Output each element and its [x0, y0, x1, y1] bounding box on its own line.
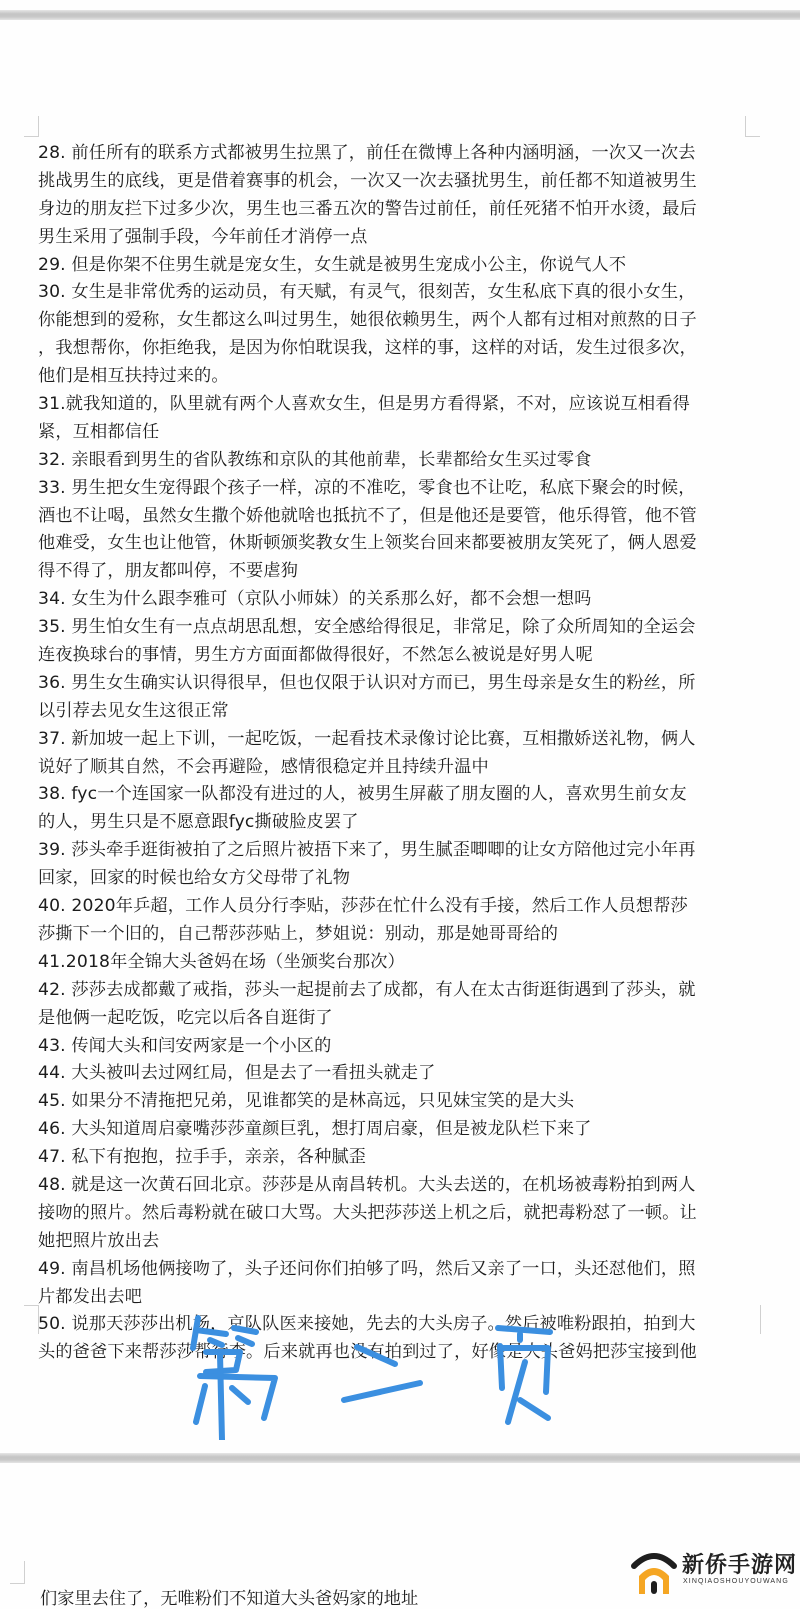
- text-line: 31.就我知道的，队里就有两个人喜欢女生，但是男方看得紧，不对，应该说互相看得: [38, 394, 690, 415]
- text-line: 莎撕下一个旧的，自己帮莎莎贴上，梦姐说：别动，那是她哥哥给的: [38, 923, 559, 944]
- text-line: 47. 私下有抱抱，拉手手，亲亲，各种腻歪: [38, 1147, 367, 1168]
- text-line: 36. 男生女生确实认识得很早，但也仅限于认识对方而已，男生母亲是女生的粉丝，所: [38, 672, 696, 693]
- text-line: ，我想帮你，你拒绝我，是因为你怕耽误我，这样的事，这样的对话，发生过很多次，: [38, 338, 697, 359]
- text-line: 接吻的照片。然后毒粉就在破口大骂。大头把莎莎送上机之后，就把毒粉怼了一顿。让: [38, 1202, 697, 1223]
- text-line: 38. fyc一个连国家一队都没有进过的人，被男生屏蔽了朋友圈的人，喜欢男生前女友: [38, 784, 687, 805]
- text-line: 男生采用了强制手段，今年前任才消停一点: [38, 226, 368, 247]
- watermark-title: 新侨手游网: [682, 1552, 798, 1578]
- watermark-logo: [630, 1548, 800, 1594]
- text-line: 39. 莎头牵手逛街被拍了之后照片被捂下来了，男生腻歪唧唧的让女方陪他过完小年再: [38, 840, 696, 861]
- text-line: 头的爸爸下来帮莎莎帮行李。后来就再也没有拍到过了，好像是大头爸妈把莎宝接到他: [38, 1342, 697, 1363]
- text-line: 她把照片放出去: [38, 1230, 160, 1251]
- text-line: 28. 前任所有的联系方式都被男生拉黑了，前任在微博上各种内涵明涵，一次又一次去: [38, 143, 696, 163]
- text-line: 挑战男生的底线，更是借着赛事的机会，一次又一次去骚扰男生，前任都不知道被男生: [38, 170, 697, 191]
- text-line: 身边的朋友拦下过多少次，男生也三番五次的警告过前任，前任死猪不怕开水烫，最后: [38, 198, 697, 219]
- house-logo-icon: [630, 1548, 678, 1594]
- handwritten-char-er: [344, 1347, 420, 1400]
- margin-corner-mark: [24, 116, 39, 137]
- watermark-subtitle: XINQIAOSHOUYOUWANG: [683, 1578, 789, 1585]
- text-line: 49. 南昌机场他俩接吻了，头子还问你们拍够了吗，然后又亲了一口，头还怼他们，照: [38, 1258, 696, 1279]
- page-separator-top: [0, 10, 800, 20]
- text-line: 回家，回家的时候也给女方父母带了礼物: [38, 868, 351, 889]
- text-line: 42. 莎莎去成都戴了戒指，莎头一起提前去了成都，有人在太古街逛街遇到了莎头，就: [38, 979, 696, 1000]
- text-line: 46. 大头知道周启豪嘴莎莎童颜巨乳，想打周启豪，但是被龙队栏下来了: [38, 1119, 592, 1140]
- text-line: 43. 传闻大头和闫安两家是一个小区的: [38, 1035, 332, 1056]
- text-line: 得不得了，朋友都叫停，不要虐狗: [38, 561, 299, 582]
- text-line: 片都发出去吧: [38, 1286, 143, 1307]
- text-line: 以引荐去见女生这很正常: [38, 700, 229, 721]
- text-line: 你能想到的爱称，女生都这么叫过男生，她很依赖男生，两个人都有过相对煎熬的日子: [38, 310, 697, 331]
- text-line: 44. 大头被叫去过网红局，但是去了一看扭头就走了: [38, 1063, 436, 1084]
- margin-corner-mark: [10, 1561, 25, 1584]
- page-separator-bottom: [0, 1453, 800, 1463]
- text-line: 的人，男生只是不愿意跟fyc撕破脸皮罢了: [38, 812, 359, 833]
- margin-corner-mark: [745, 116, 760, 137]
- text-line: 29. 但是你架不住男生就是宠女生，女生就是被男生宠成小公主，你说气人不: [38, 254, 627, 275]
- text-line: 说好了顺其自然，不会再避险，感情很稳定并且持续升温中: [38, 756, 489, 777]
- text-line: 50. 说那天莎莎出机场，京队队医来接她，先去的大头房子。然后被唯粉跟拍，拍到大: [38, 1314, 696, 1335]
- text-line: 33. 男生把女生宠得跟个孩子一样，凉的不准吃，零食也不让吃，私底下聚会的时候，: [38, 477, 696, 498]
- text-line: 32. 亲眼看到男生的省队教练和京队的其他前辈，长辈都给女生买过零食: [38, 449, 592, 470]
- document-body-text: [38, 140, 768, 1367]
- text-line: 连夜换球台的事情，男生方方面面都做得很好，不然怎么被说是好男人呢: [38, 645, 593, 666]
- handwritten-char-di: [193, 1318, 275, 1440]
- text-line: 45. 如果分不清拖把兄弟，见谁都笑的是林高远，只见妹宝笑的是大头: [38, 1091, 575, 1112]
- text-line: 是他俩一起吃饭，吃完以后各自逛街了: [38, 1007, 333, 1028]
- handwritten-char-ye: [498, 1328, 550, 1422]
- text-line: 他难受，女生也让他管，休斯顿颁奖教女生上领奖台回来都要被朋友笑死了，俩人恩爱: [38, 533, 697, 554]
- text-line: 35. 男生怕女生有一点点胡思乱想，安全感给得很足，非常足，除了众所周知的全运会: [38, 617, 696, 638]
- next-page-partial-line: 们家里去住了，无唯粉们不知道大头爸妈家的地址: [40, 1589, 419, 1609]
- text-line: 48. 就是这一次黄石回北京。莎莎是从南昌转机。大头去送的，在机场被毒粉拍到两人: [38, 1174, 696, 1195]
- text-line: 34. 女生为什么跟李雅可（京队小师妹）的关系那么好，都不会想一想吗: [38, 589, 592, 610]
- text-line: 紧，互相都信任: [38, 421, 160, 442]
- text-line: 他们是相互扶持过来的。: [38, 366, 229, 387]
- text-line: 30. 女生是非常优秀的运动员，有天赋，有灵气，很刻苦，女生私底下真的很小女生，: [38, 282, 696, 303]
- text-line: 41.2018年全锦大头爸妈在场（坐颁奖台那次）: [38, 951, 405, 972]
- text-line: 酒也不让喝，虽然女生撒个娇他就啥也抵抗不了，但是他还是要管，他乐得管，他不管: [38, 505, 697, 526]
- text-line: 37. 新加坡一起上下训，一起吃饭，一起看技术录像讨论比赛，互相撒娇送礼物，俩人: [38, 728, 696, 749]
- text-line: 40. 2020年乒超，工作人员分行李贴，莎莎在忙什么没有手接，然后工作人员想帮莎: [38, 896, 688, 917]
- handwritten-annotation: [0, 1310, 800, 1440]
